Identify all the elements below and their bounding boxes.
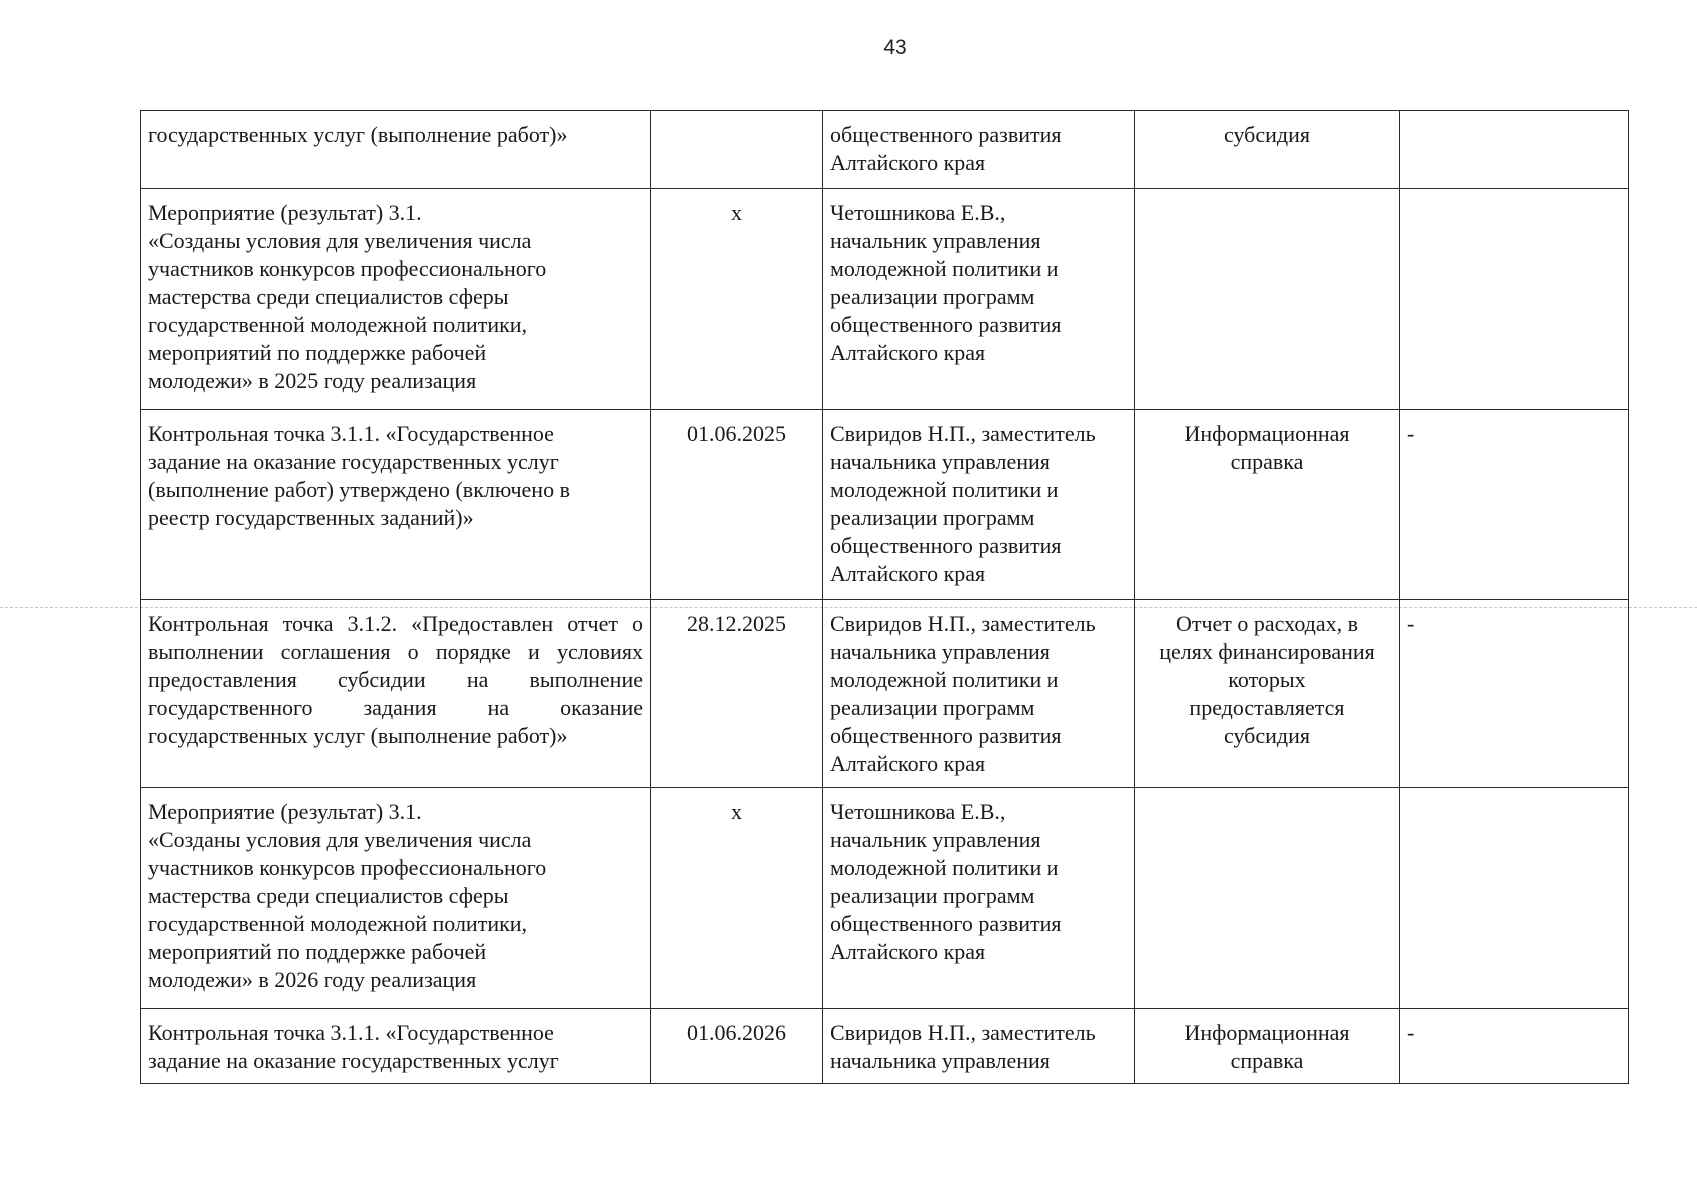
- extra-cell: [1400, 111, 1629, 189]
- event-cell: Контрольная точка 3.1.1. «Государственное задание на оказание государственных услуг: [141, 1009, 651, 1084]
- extra-cell: -: [1400, 600, 1629, 788]
- responsible-cell: Четошникова Е.В., начальник управления молодежной политики и реализации программ общественного развития Алтайского края: [823, 788, 1135, 1009]
- document-cell: [1135, 788, 1400, 1009]
- date-cell: x: [651, 788, 823, 1009]
- extra-cell: -: [1400, 1009, 1629, 1084]
- page-number: 43: [883, 36, 907, 59]
- date-cell: x: [651, 189, 823, 410]
- extra-cell: -: [1400, 410, 1629, 600]
- extra-cell: [1400, 189, 1629, 410]
- table-row: [141, 189, 1629, 410]
- responsible-cell: общественного развития Алтайского края: [823, 111, 1135, 189]
- table-row: [141, 1009, 1629, 1084]
- event-cell: государственных услуг (выполнение работ)»: [141, 111, 651, 189]
- document-cell: Информационная справка: [1135, 1009, 1400, 1084]
- date-cell: [651, 111, 823, 189]
- document-cell: субсидия: [1135, 111, 1400, 189]
- extra-cell: [1400, 788, 1629, 1009]
- responsible-cell: Свиридов Н.П., заместитель начальника управления молодежной политики и реализации программ общественного развития Алтайского края: [823, 600, 1135, 788]
- plan-table: [140, 110, 1629, 1084]
- responsible-cell: Свиридов Н.П., заместитель начальника управления молодежной политики и реализации программ общественного развития Алтайского края: [823, 410, 1135, 600]
- responsible-cell: Четошникова Е.В., начальник управления молодежной политики и реализации программ общественного развития Алтайского края: [823, 189, 1135, 410]
- date-cell: 28.12.2025: [651, 600, 823, 788]
- date-cell: 01.06.2025: [651, 410, 823, 600]
- event-cell: Мероприятие (результат) 3.1. «Созданы условия для увеличения числа участников конкурсов профессионального мастерства среди специалистов сферы государственной молодежной политики, мероприятий по поддержке рабочей молодежи» в 2025 году реализация: [141, 189, 651, 410]
- document-cell: [1135, 189, 1400, 410]
- date-cell: 01.06.2026: [651, 1009, 823, 1084]
- event-cell: Контрольная точка 3.1.1. «Государственное задание на оказание государственных услуг (выполнение работ) утверждено (включено в реестр государственных заданий)»: [141, 410, 651, 600]
- table-row: [141, 410, 1629, 600]
- responsible-cell: Свиридов Н.П., заместитель начальника управления: [823, 1009, 1135, 1084]
- table-row: [141, 111, 1629, 189]
- document-cell: Информационная справка: [1135, 410, 1400, 600]
- event-cell: Мероприятие (результат) 3.1. «Созданы условия для увеличения числа участников конкурсов профессионального мастерства среди специалистов сферы государственной молодежной политики, мероприятий по поддержке рабочей молодежи» в 2026 году реализация: [141, 788, 651, 1009]
- document-cell: Отчет о расходах, в целях финансирования которых предоставляется субсидия: [1135, 600, 1400, 788]
- event-cell: Контрольная точка 3.1.2. «Предоставлен отчет о выполнении соглашения о порядке и условиях предоставления субсидии на выполнение государственного задания на оказание государственных услуг (выполнение работ)»: [141, 600, 651, 788]
- table-row: [141, 600, 1629, 788]
- table-row: [141, 788, 1629, 1009]
